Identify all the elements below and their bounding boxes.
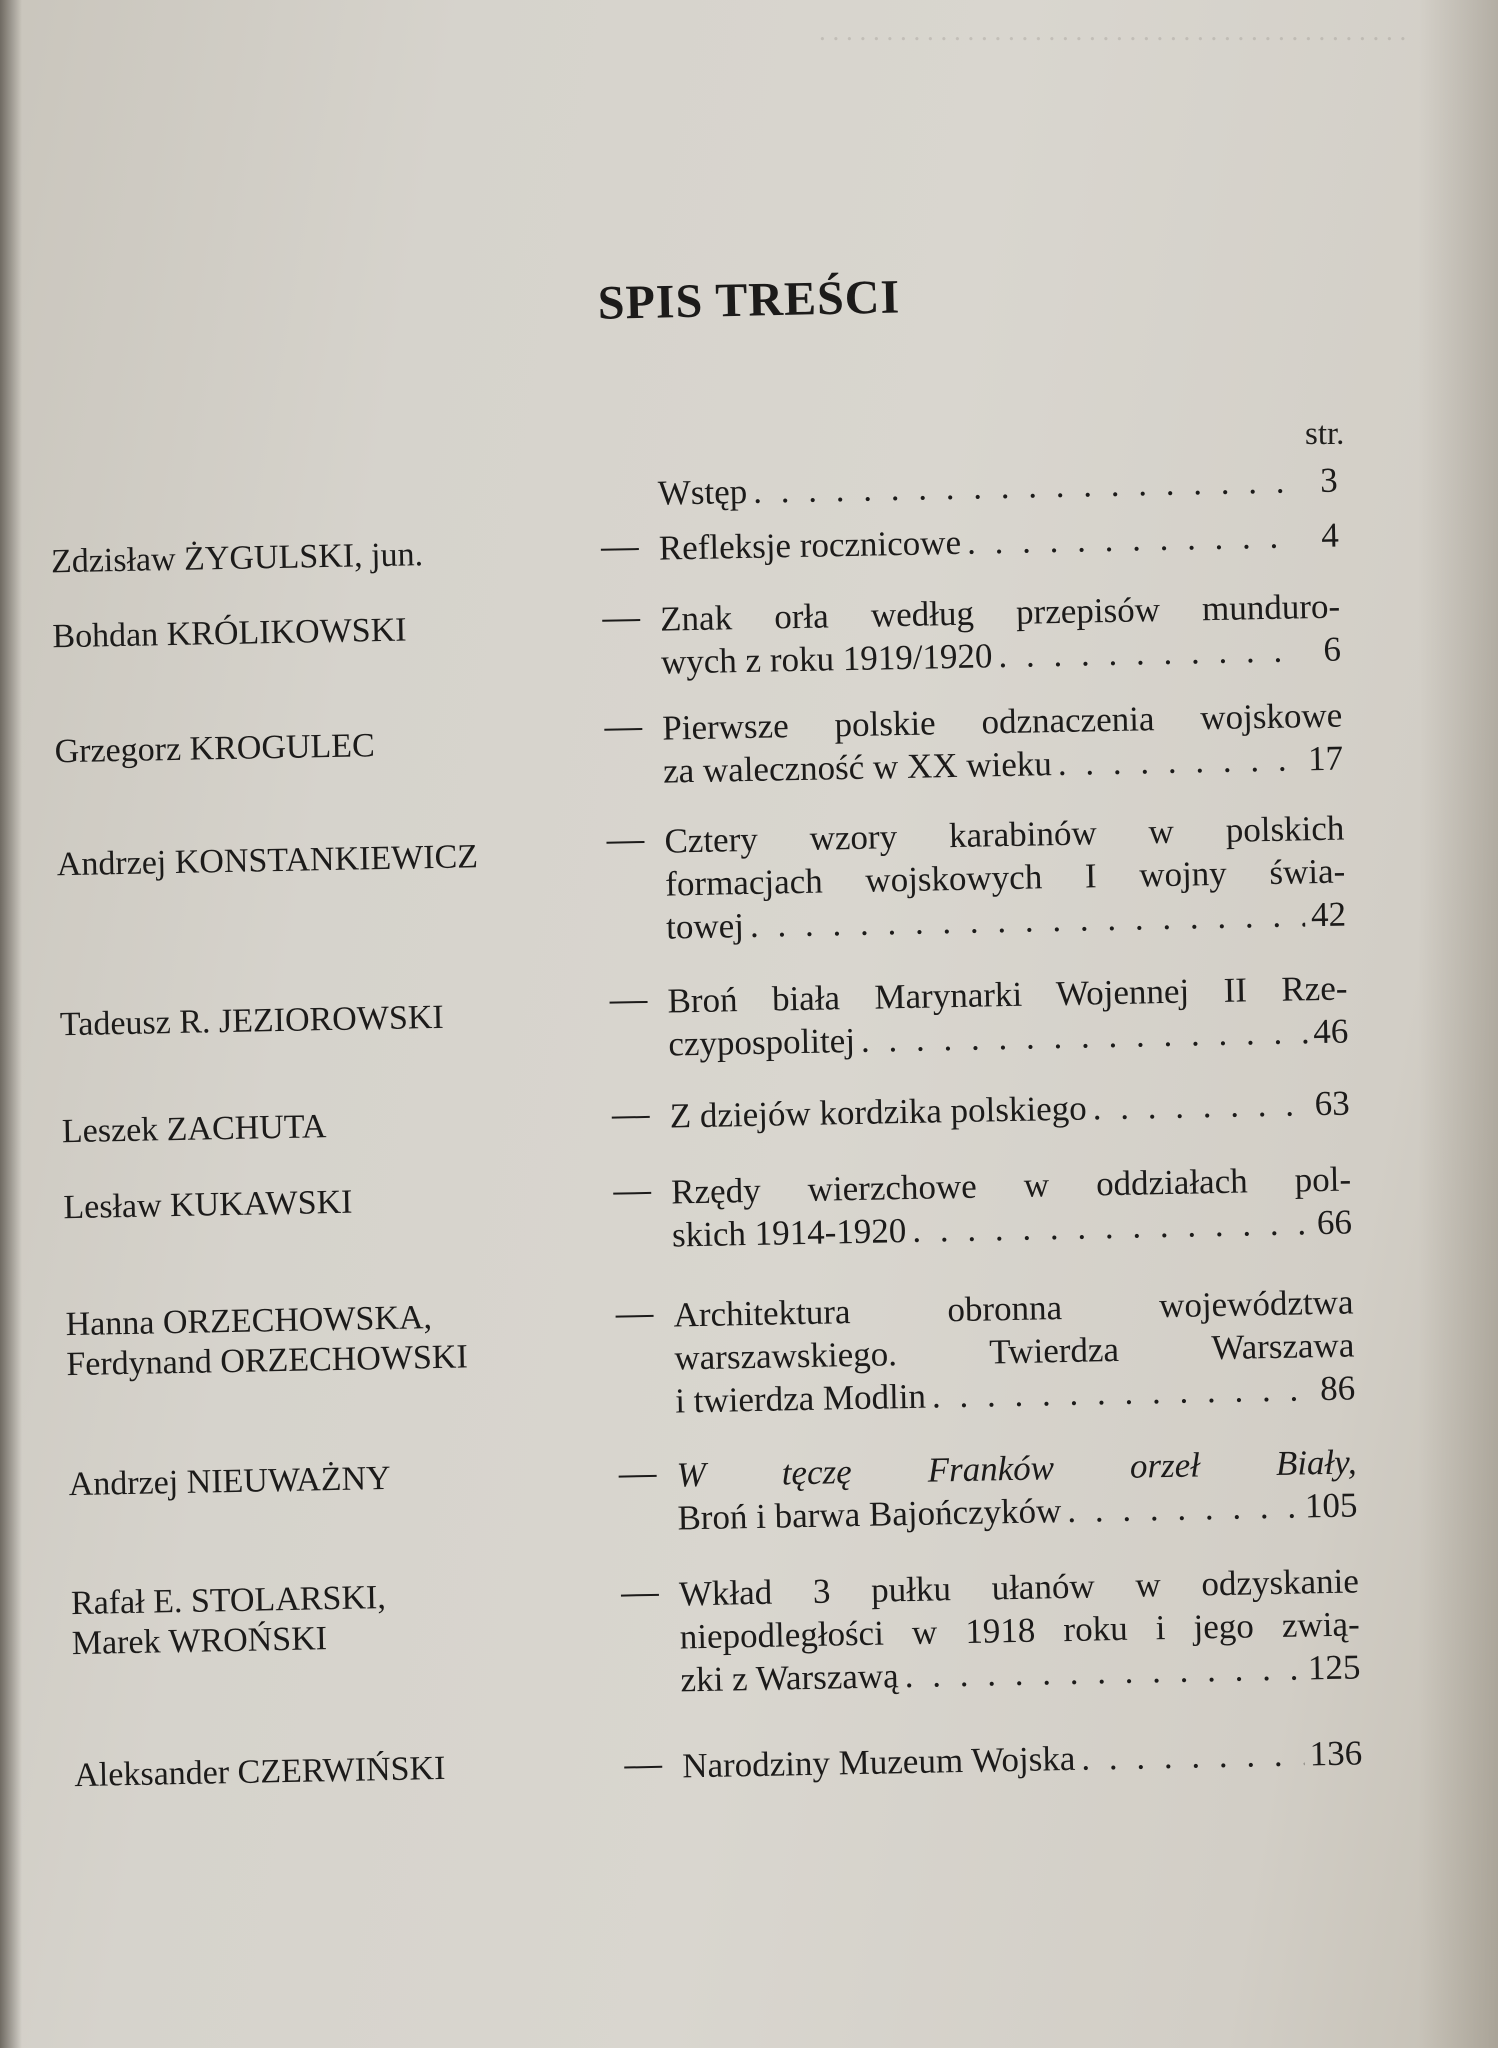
toc-author-name: Marek WROŃSKI [71,1620,328,1663]
toc-author-name: Zdzisław ŻYGULSKI, jun. [50,536,424,581]
toc-title [671,1157,1353,1256]
toc-author [51,532,592,582]
toc-dash [624,1745,670,1769]
toc-dash [600,527,646,551]
toc-page-number: 125 [1307,1647,1361,1688]
toc-dot-leader [1092,1082,1309,1129]
toc-entry [5,1278,1498,1421]
toc-author-name: Hanna ORZECHOWSKA, [65,1299,433,1344]
page-title: SPIS TREŚCI [597,270,901,330]
toc-dash [606,820,652,844]
reverse-side-bleed-through: . . . . . . . . . . . . . . . . . . . . . . . . . . . . . . . . . . . . . . . . . . . . [819,16,1440,46]
toc-dash [613,1171,659,1195]
toc-dash [618,1454,664,1478]
toc-page-number: 42 [1310,894,1347,935]
toc-title [682,1731,1363,1787]
toc-title-line: warszawskiego. Twierdza Warszawa [674,1325,1355,1378]
toc-author-name: Grzegorz KROGULEC [54,727,376,771]
toc-title-text: i twierdza Modlin [674,1376,927,1421]
toc-title-line: Znak orła według przepisów munduro- [659,586,1341,639]
toc-title [679,1559,1361,1701]
toc-author-name: Aleksander CZERWIŃSKI [73,1749,446,1795]
toc-dot-leader [1067,1485,1299,1532]
toc-entry [3,1155,1498,1255]
toc-author [56,835,597,885]
toc-title-line: formacjach wojskowych I wojny świa- [664,851,1346,904]
toc-title [673,1280,1355,1422]
toc-title [664,807,1346,949]
toc-entry [0,691,1492,791]
toc-dot-leader [1057,737,1302,785]
toc-author-name: Lesław KUKAWSKI [63,1183,353,1227]
toc-entry [0,964,1497,1064]
toc-author-name: Leszek ZACHUTA [61,1108,327,1151]
toc-title [669,1081,1350,1137]
toc-title-text: Narodziny Muzeum Wojska [681,1738,1076,1786]
toc-title [657,459,1338,515]
toc-title-line-last [658,514,1339,570]
toc-dot-leader [753,459,1298,512]
toc-title-text: skich 1914-1920 [671,1211,907,1255]
toc-author [54,722,595,772]
toc-title-text: Broń i barwa Bajończyków [677,1491,1062,1538]
toc-title-line-last [657,459,1338,515]
toc-title-text: zki z Warszawą [680,1656,900,1700]
toc-page-number: 6 [1323,629,1342,669]
toc-title [662,694,1344,793]
toc-dash [611,1095,657,1119]
toc-title [658,514,1339,570]
toc-author [68,1455,609,1505]
toc-title-text: czypospolitej [667,1020,856,1064]
toc-title-text: za waleczność w XX wieku [662,744,1053,791]
toc-dot-leader [932,1367,1315,1417]
toc-dash [604,707,650,731]
toc-title-text: Z dziejów kordzika polskiego [669,1088,1088,1136]
toc-page-number: 4 [1320,515,1340,555]
toc-author-name: Rafał E. STOLARSKI, [70,1579,387,1623]
toc-entry [0,456,1487,513]
toc-page-number: 17 [1307,738,1344,779]
toc-title-line: niepodległości w 1918 roku i jego zwią- [679,1604,1361,1657]
toc-page-number: 66 [1316,1202,1353,1243]
toc-title-line: Cztery wzory karabinów w polskich [664,808,1345,861]
toc-author [52,607,593,657]
toc-page-number: 46 [1312,1011,1349,1052]
page-column-label: str. [1305,416,1345,452]
toc-title-text: towej [665,906,745,947]
toc-title-text: Refleksje rocznicowe [658,522,962,568]
toc-author-name: Andrzej NIEUWAŻNY [68,1459,391,1504]
toc-author-name: Ferdynand ORZECHOWSKI [66,1338,469,1384]
toc-dot-leader [998,628,1301,677]
toc-dash [621,1573,667,1597]
toc-title-line: Architektura obronna województwa [673,1282,1354,1335]
toc-title-line: Broń biała Marynarki Wojennej II Rze- [667,968,1348,1021]
toc-author [65,1295,606,1385]
toc-author [71,1574,612,1664]
toc-dash [615,1294,661,1318]
toc-author [74,1746,615,1796]
toc-author-name: Tadeusz R. JEZIOROWSKI [59,998,444,1044]
toc-title-line: Rzędy wierzchowe w oddziałach pol- [670,1159,1352,1212]
toc-dash [602,598,648,622]
toc-title-line-last [669,1081,1350,1137]
toc-entry [1,1079,1498,1151]
toc-dot-leader [861,1010,1308,1062]
toc-page-number: 86 [1319,1368,1356,1409]
toc-entry [14,1728,1498,1795]
toc-title-line: Pierwsze polskie odznaczenia wojskowe [661,695,1343,748]
toc-author-name: Bohdan KRÓLIKOWSKI [52,611,407,656]
toc-dash [609,980,655,1004]
toc-title-text: Wstęp [657,471,748,513]
toc-dot-leader [1081,1732,1304,1779]
toc-entry [0,582,1490,682]
toc-page-number: 136 [1309,1733,1363,1774]
toc-page-number: 3 [1319,460,1339,500]
toc-title [667,967,1349,1066]
toc-entry [0,511,1488,581]
toc-author [60,995,601,1045]
toc-author [62,1102,603,1152]
toc-entry [11,1557,1498,1700]
toc-dot-leader [912,1201,1311,1252]
toc-title-line: Wkład 3 pułku ułanów w odzyskanie [678,1561,1360,1614]
toc-title-line-last [682,1731,1363,1787]
toc-page-number: 63 [1314,1083,1351,1124]
toc-page-number: 105 [1304,1485,1358,1526]
toc-entry [8,1438,1498,1538]
toc-dot-leader [904,1647,1302,1698]
toc-title [660,585,1342,684]
toc-author [63,1178,604,1228]
toc-author-name: Andrzej KONSTANKIEWICZ [56,838,479,884]
toc-title [676,1440,1358,1539]
toc-title-text: wych z roku 1919/1920 [660,636,993,682]
toc-title-line: W tęczę Franków orzeł Biały, [676,1442,1357,1495]
toc-entry [0,804,1494,947]
toc-dot-leader [967,514,1300,563]
